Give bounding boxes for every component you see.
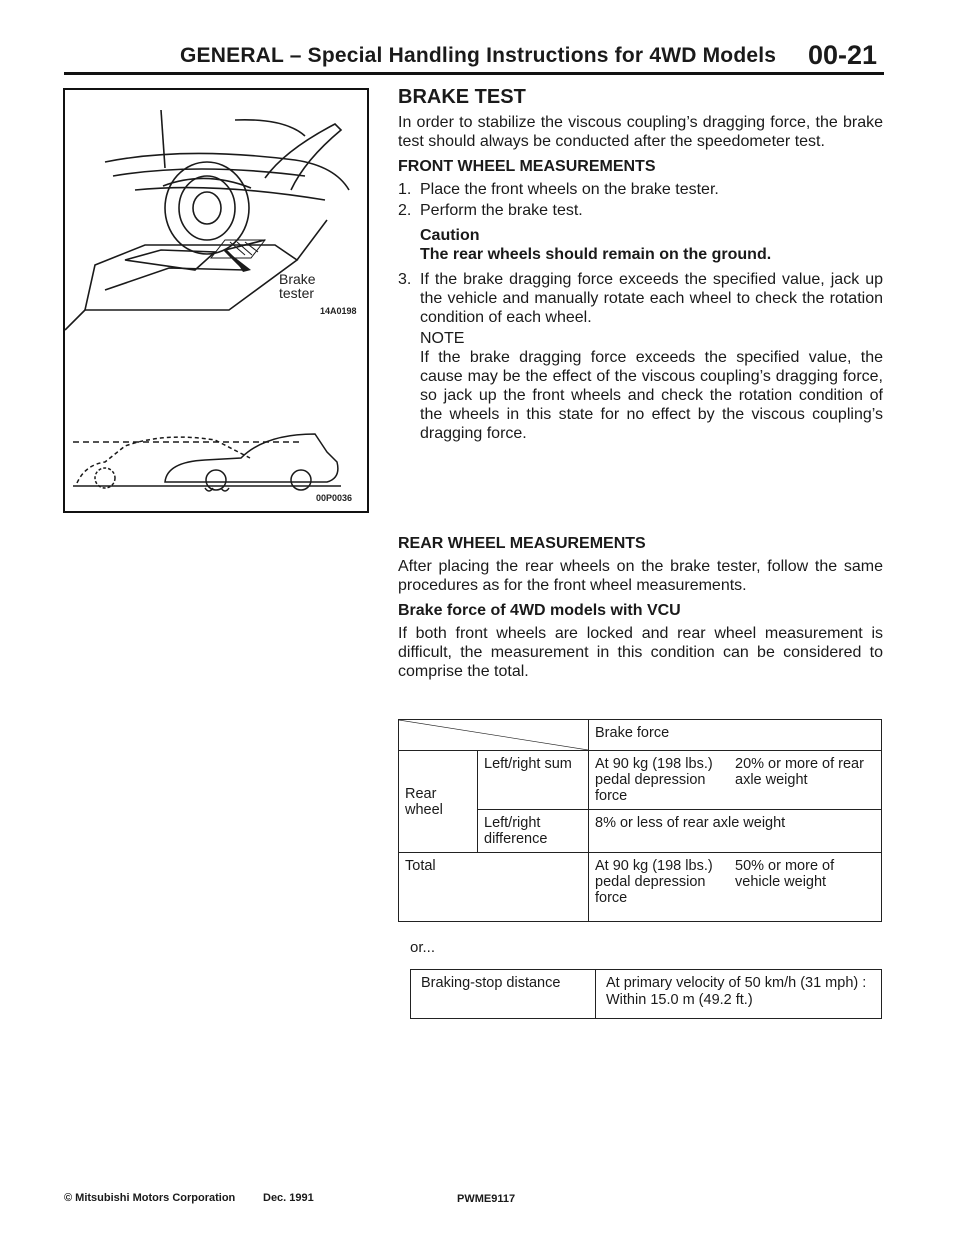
note-text: If the brake dragging force exceeds the specified value, the cause may be the effect of the viscous coupling’s dragging force, so jack up the front wheels and check the rotation condition of the wheels in this state for no effect by the viscous coupling’s dragging force. <box>420 349 883 442</box>
total-requirement: 50% or more of vehicle weight <box>735 858 835 890</box>
total-condition: At 90 kg (198 lbs.) pedal depression force <box>595 858 713 906</box>
rear-heading: REAR WHEEL MEASUREMENTS <box>398 535 646 552</box>
page-header <box>0 40 960 80</box>
sum-label: Left/right sum <box>478 751 589 810</box>
caution-title: Caution <box>420 227 480 244</box>
brake-force-header: Brake force <box>589 720 882 751</box>
section-heading: BRAKE TEST <box>398 86 526 108</box>
braking-distance-label: Braking-stop distance <box>411 970 596 1019</box>
vcu-heading: Brake force of 4WD models with VCU <box>398 602 681 619</box>
difference-label: Left/right difference <box>478 810 589 853</box>
braking-distance-value: At primary velocity of 50 km/h (31 mph) : Within 15.0 m (49.2 ft.) <box>596 970 882 1019</box>
step-2: 2. Perform the brake test. <box>398 201 883 220</box>
braking-distance-table <box>410 969 882 1019</box>
caution-block <box>420 226 883 264</box>
note-block <box>420 329 883 443</box>
brake-label: Brake <box>279 271 316 287</box>
section-title: GENERAL – Special Handling Instructions for 4WD Models <box>180 44 777 67</box>
footer-copyright: © Mitsubishi Motors Corporation <box>64 1192 236 1204</box>
rear-paragraph: After placing the rear wheels on the brake tester, follow the same procedures as for the front wheel measurements. <box>398 558 883 594</box>
note-title: NOTE <box>420 330 465 347</box>
sum-condition: At 90 kg (198 lbs.) pedal depression force <box>595 756 713 804</box>
caution-text: The rear wheels should remain on the ground. <box>420 246 772 263</box>
front-heading: FRONT WHEEL MEASUREMENTS <box>398 158 656 175</box>
intro-paragraph: In order to stabilize the viscous coupling’s dragging force, the brake test should always be conducted after the speedometer test. <box>398 114 883 150</box>
total-label: Total <box>399 853 589 922</box>
total-value-cell <box>589 853 882 922</box>
step-1-text: Place the front wheels on the brake tester. <box>420 181 719 198</box>
brake-test-section <box>398 88 883 443</box>
or-text: or... <box>410 939 436 956</box>
header-rule <box>64 72 884 75</box>
diagonal-line <box>399 720 588 750</box>
sum-requirement: 20% or more of rear axle weight <box>735 756 864 788</box>
step-3: 3. If the brake dragging force exceeds the specified value, jack up the vehicle and manually rotate each wheel to check the rotation condition of each wheel. <box>398 271 883 326</box>
step-2-text: Perform the brake test. <box>420 202 583 219</box>
brake-force-table <box>398 719 882 922</box>
table-corner-cell <box>399 720 589 751</box>
sum-value-cell <box>589 751 882 810</box>
step-3-text: If the brake dragging force exceeds the specified value, jack up the vehicle and manually rotate each wheel to check the rotation condition of each wheel. <box>420 271 883 326</box>
brake-tester-illustration <box>65 90 367 511</box>
difference-value: 8% or less of rear axle weight <box>589 810 882 853</box>
figure-code-top: 14A0198 <box>320 306 357 316</box>
vcu-paragraph: If both front wheels are locked and rear wheel measurement is difficult, the measurement in this condition can be considered to comprise the total. <box>398 625 883 680</box>
page-number: 00-21 <box>808 40 878 70</box>
illustration-box <box>63 88 369 513</box>
step-1: 1. Place the front wheels on the brake tester. <box>398 180 883 199</box>
rear-section <box>398 534 883 687</box>
figure-code-bottom: 00P0036 <box>316 493 353 503</box>
rear-wheel-label: Rear wheel <box>399 751 478 853</box>
footer-date: Dec. 1991 <box>263 1192 314 1204</box>
tester-label: tester <box>279 285 315 301</box>
footer-code: PWME9117 <box>457 1193 516 1205</box>
